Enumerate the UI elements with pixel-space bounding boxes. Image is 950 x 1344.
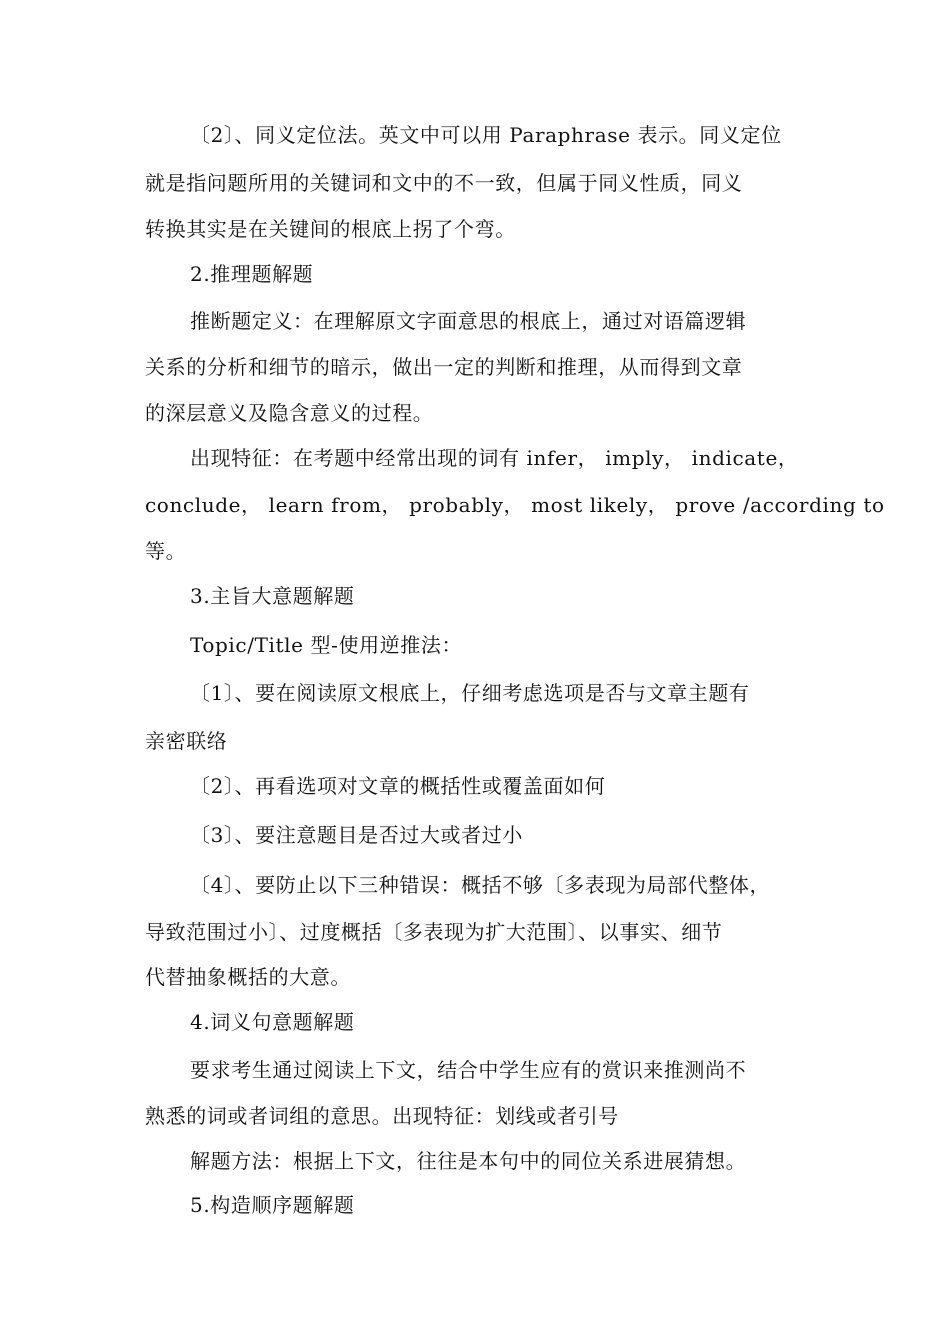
list-item-line: 代替抽象概括的大意。: [145, 965, 351, 989]
list-item-line: 〔3〕、要注意题目是否过大或者过小: [190, 823, 523, 847]
paragraph-line: 等。: [145, 539, 187, 563]
list-item-line: 亲密联络: [145, 729, 228, 753]
list-item-line: 〔1〕、要在阅读原文根底上，仔细考虑选项是否与文章主题有: [190, 681, 750, 705]
paragraph-line: 解题方法：根据上下文，往往是本句中的同位关系进展猜想。: [190, 1149, 747, 1173]
paragraph-line: 就是指问题所用的关键词和文中的不一致，但属于同义性质，同义: [145, 171, 743, 195]
paragraph-line: 的深层意义及隐含意义的过程。: [145, 401, 434, 425]
paragraph-line: 转换其实是在关键间的根底上拐了个弯。: [145, 217, 516, 241]
paragraph-line: 推断题定义：在理解原文字面意思的根底上，通过对语篇逻辑: [190, 309, 747, 333]
paragraph-line: 出现特征：在考题中经常出现的词有 infer， imply， indicate，: [190, 446, 799, 470]
section-heading: 5.构造顺序题解题: [190, 1193, 355, 1217]
paragraph-line: conclude， learn from， probably， most likely， prove /according to: [145, 493, 885, 517]
paragraph-line: 关系的分析和细节的暗示，做出一定的判断和推理，从而得到文章: [145, 355, 743, 379]
list-item-line: 〔4〕、要防止以下三种错误：概括不够〔多表现为局部代整体，: [190, 873, 771, 897]
section-heading: 2.推理题解题: [190, 262, 314, 286]
paragraph-line: 熟悉的词或者词组的意思。出现特征：划线或者引号: [145, 1104, 619, 1128]
section-heading: 3.主旨大意题解题: [190, 584, 355, 608]
list-item-line: 导致范围过小〕、过度概括〔多表现为扩大范围〕、以事实、细节: [145, 920, 723, 944]
section-heading: 4.词义句意题解题: [190, 1010, 355, 1034]
paragraph-line: 要求考生通过阅读上下文，结合中学生应有的赏识来推测尚不: [190, 1058, 747, 1082]
paragraph-line: Topic/Title 型-使用逆推法：: [190, 633, 463, 657]
paragraph-line: 〔2〕、同义定位法。英文中可以用 Paraphrase 表示。同义定位: [190, 123, 782, 147]
list-item-line: 〔2〕、再看选项对文章的概括性或覆盖面如何: [190, 774, 606, 798]
